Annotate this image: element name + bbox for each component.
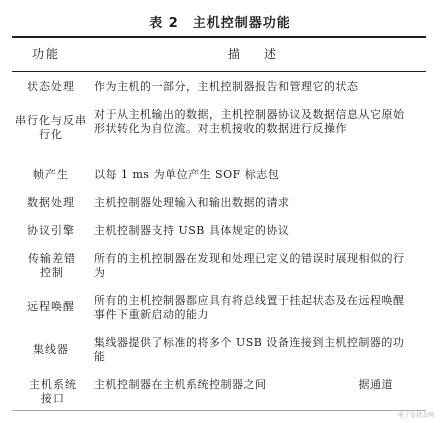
- table-title: 表 2 主机控制器功能: [149, 16, 291, 31]
- row-description: 所有的主机控制器都应具有将总线置于挂起状态及在远程唤醒事件下重新启动的能力: [94, 294, 405, 321]
- row-description: 主机控制器在主机系统控制器之间 据通道: [94, 378, 393, 391]
- row-function: 数据处理: [27, 196, 75, 209]
- row-function: 协议引擎: [27, 224, 75, 237]
- row-function: 远程唤醒: [27, 300, 75, 313]
- row-description: 集线器提供了标准的将多个 USB 设备连接到主机控制器的功能: [94, 336, 405, 363]
- top-rule: [12, 36, 426, 38]
- header-description: 描 述: [228, 47, 283, 61]
- row-description: 主机控制器支持 USB 具体规定的协议: [94, 224, 290, 237]
- header-function: 功能: [32, 47, 61, 61]
- row-function: 集线器: [33, 343, 69, 356]
- row-description: 主机控制器处理输入和输出数据的请求: [94, 196, 290, 209]
- row-function: 传输差错控制: [28, 252, 76, 279]
- row-function: 状态处理: [27, 80, 75, 93]
- row-description: 作为主机的一部分，主机控制器报告和管理它的状态: [94, 80, 359, 93]
- row-description: 对于从主机输出的数据，主机控制器协议及数据信息从它原始形状转化为自位流。对主机接收的数据进行反操作: [94, 108, 405, 135]
- row-description: 以每 1 ms 为单位产生 SOF 标志包: [94, 168, 280, 181]
- row-description: 所有的主机控制器在发现和处理已定义的错误时展现相似的行为: [94, 252, 405, 279]
- row-function: 主机系统接口: [29, 378, 77, 405]
- row-function: 串行化与反串行化: [15, 114, 87, 141]
- header-rule: [12, 71, 426, 72]
- watermark: 电子发烧友网: [397, 412, 434, 419]
- row-function: 帧产生: [33, 168, 69, 181]
- bottom-rule: [12, 410, 426, 411]
